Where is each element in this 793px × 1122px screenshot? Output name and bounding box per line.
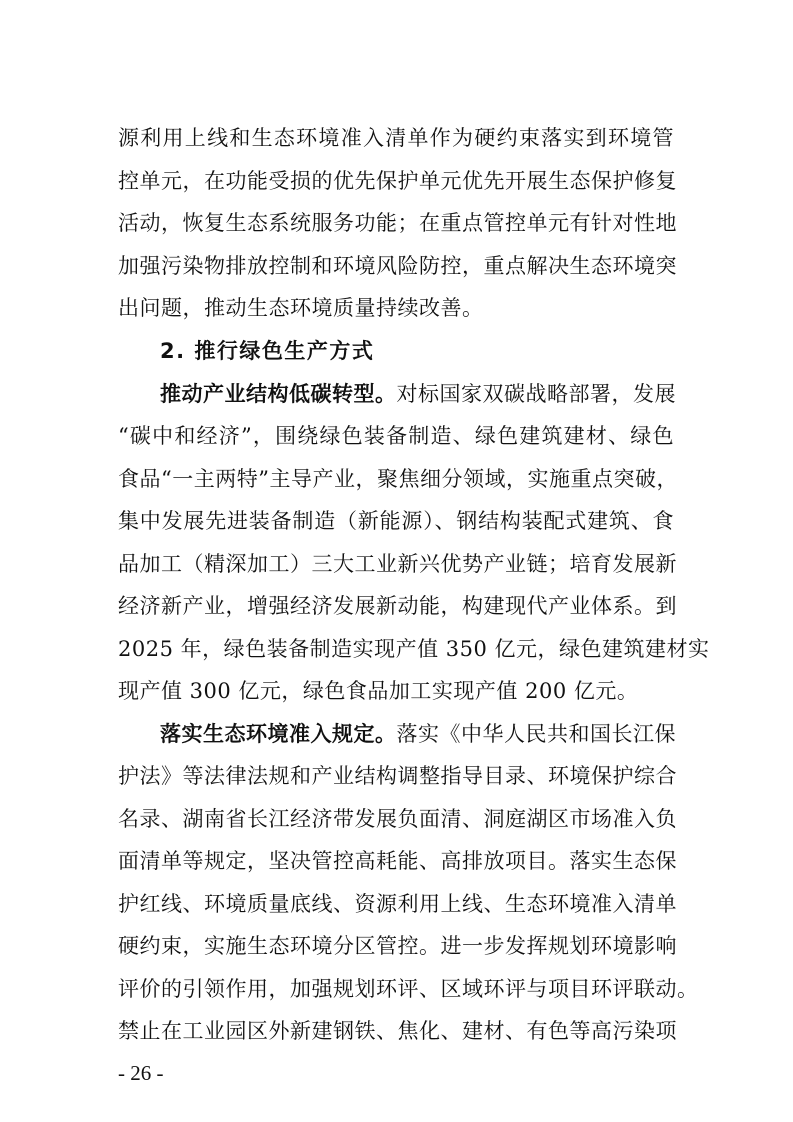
intro-line-3: 活动，恢复生态系统服务功能；在重点管控单元有针对性地 bbox=[118, 211, 677, 235]
p1-line-5: 品加工（精深加工）三大工业新兴优势产业链；培育发展新 bbox=[118, 552, 677, 576]
intro-line-1: 源利用上线和生态环境准入清单作为硬约束落实到环境管 bbox=[118, 126, 674, 150]
p1-line-8: 现产值 300 亿元，绿色食品加工实现产值 200 亿元。 bbox=[118, 679, 639, 703]
intro-line-5: 出问题，推动生态环境质量持续改善。 bbox=[118, 296, 484, 320]
p2-line-3: 名录、湖南省长江经济带发展负面清、洞庭湖区市场准入负 bbox=[118, 807, 677, 831]
p2-line-2: 护法》等法律法规和产业结构调整指导目录、环境保护综合 bbox=[118, 764, 677, 788]
p2-line-1-text: 落实《中华人民共和国长江保 bbox=[396, 722, 676, 746]
p1-line-7: 2025 年，绿色装备制造实现产值 350 亿元，绿色建筑建材实 bbox=[118, 637, 710, 661]
page-number: - 26 - bbox=[118, 1061, 164, 1085]
intro-line-4: 加强污染物排放控制和环境风险防控，重点解决生态环境突 bbox=[118, 254, 677, 278]
p2-line-7: 评价的引领作用，加强规划环评、区域环评与项目环评联动。 bbox=[118, 977, 699, 1001]
p1-line-4: 集中发展先进装备制造（新能源）、钢结构装配式建筑、食 bbox=[118, 509, 674, 533]
section-heading: 2. 推行绿色生产方式 bbox=[160, 339, 375, 363]
p2-lead: 落实生态环境准入规定。 bbox=[160, 722, 397, 746]
p2-line-6: 硬约束，实施生态环境分区管控。进一步发挥规划环境影响 bbox=[118, 934, 677, 958]
intro-line-2: 控单元，在功能受损的优先保护单元优先开展生态保护修复 bbox=[118, 169, 677, 193]
p1-lead: 推动产业结构低碳转型。 bbox=[160, 382, 397, 406]
p2-line-8: 禁止在工业园区外新建钢铁、焦化、建材、有色等高污染项 bbox=[118, 1019, 677, 1043]
p2-line-1 bbox=[160, 716, 674, 752]
p2-line-5: 护红线、环境质量底线、资源利用上线、生态环境准入清单 bbox=[118, 892, 677, 916]
p1-line-2: “碳中和经济”，围绕绿色装备制造、绿色建筑建材、绿色 bbox=[118, 424, 674, 448]
p1-line-6: 经济新产业，增强经济发展新动能，构建现代产业体系。到 bbox=[118, 594, 677, 618]
p2-line-4: 面清单等规定，坚决管控高耗能、高排放项目。落实生态保 bbox=[118, 849, 677, 873]
p1-line-3: 食品“一主两特”主导产业，聚焦细分领域，实施重点突破， bbox=[118, 467, 678, 491]
p1-line-1-text: 对标国家双碳战略部署，发展 bbox=[396, 382, 676, 406]
p1-line-1 bbox=[160, 376, 674, 412]
